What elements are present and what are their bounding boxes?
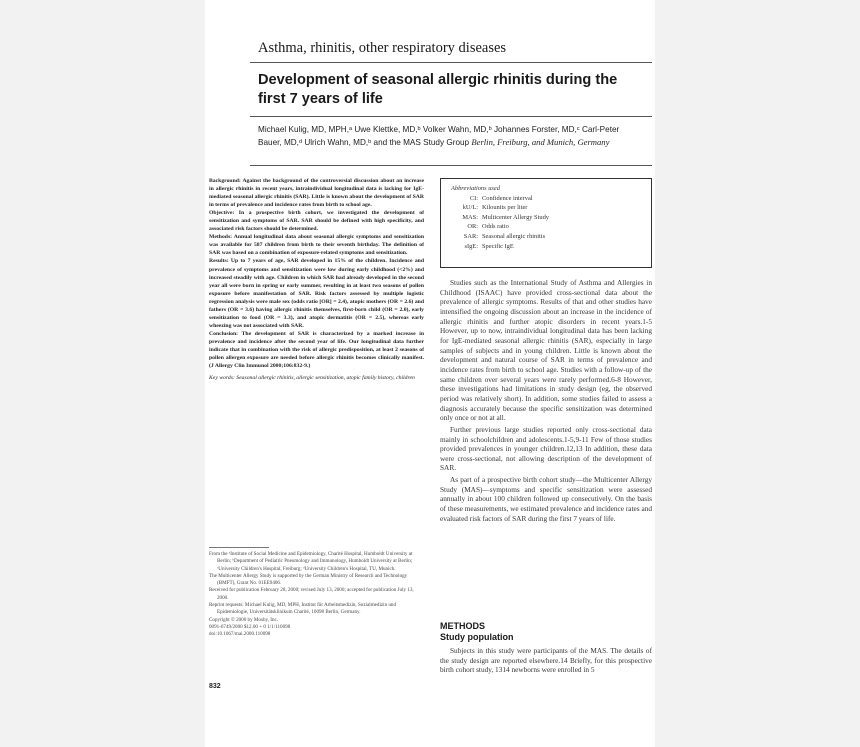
authors-rule	[250, 165, 652, 166]
title-rule	[250, 116, 652, 117]
abbreviation-row: OR: Odds ratio	[467, 223, 509, 231]
abbreviation-row: MAS: Multicenter Allergy Study	[462, 213, 549, 221]
methods-subheading: Study population	[440, 632, 514, 642]
footnote: The Multicenter Allergy Study is supported by the German Ministry of Research and Technology (BMFT), Grant No. 01EE9406.	[209, 572, 408, 587]
body-text	[440, 278, 652, 525]
authors-names: Michael Kulig, MD, MPH,ᵃ Uwe Klettke, MD,ᵇ Volker Wahn, MD,ᵇ Johannes Forster, MD,ᶜ Carl-Peter Bauer, MD,ᵈ Ulrich Wahn, MD,ᵇ and the MAS Study Group	[258, 125, 620, 147]
article-title: Development of seasonal allergic rhinitis during the first 7 years of life	[258, 72, 618, 107]
abbreviation-row: SAR: Seasonal allergic rhinitis	[463, 232, 546, 240]
methods-heading: METHODS	[440, 621, 485, 631]
author-list	[258, 123, 643, 149]
methods-paragraph: Subjects in this study were participants of the MAS. The details of the study design are reported elsewhere.14 Briefly, for this prospective birth cohort study, 1314 newborns were enrolled in 5	[440, 646, 652, 675]
methods-text	[440, 646, 652, 675]
footnote: doi:10.1067/mai.2000.110098	[209, 631, 271, 638]
footnotes	[209, 551, 424, 639]
footnote: Reprint requests: Michael Kulig, MD, MPH, Institut für Arbeitsmedizin, Sozialmedizin und Epidemiologie, Universitätsklinikum Charité, 10098 Berlin, Germany.	[209, 602, 397, 616]
footnote: 0091-6749/2000 $12.00 + 0 1/1/110098	[209, 623, 291, 630]
abstract-methods: Methods: Annual longitudinal data about seasonal allergic symptoms and sensitization was available for 587 children from birth to their seventh birthday. The definition of SAR was based on a combination of exposure-related symptoms and sensitization.	[209, 234, 424, 257]
abstract-results: Results: Up to 7 years of age, SAR developed in 15% of the children. Incidence and prevalence of symptoms and sensitization were low during early childhood (<2%) and increased steadily with age. Children in which SAR had already developed in the second year all were born in spring or early summer, resulting in at least two seasons of pollen exposure before manifestation of SAR. Risk factors assessed by multiple logistic regression analysis were male sex (odds ratio [OR] = 2.4), atopic mothers (OR = 2.6) and fathers (OR = 3.6) having allergic rhinitis themselves, first-born child (OR = 2.0), early sensitization to food (OR = 3.3), and atopic dermatitis (OR = 2.5), whereas early wheezing was not associated with SAR.	[209, 258, 424, 329]
section-heading: Asthma, rhinitis, other respiratory diseases	[258, 40, 507, 56]
body-paragraph: Further previous large studies reported only cross-sectional data mainly in schoolchildren and adolescents.1-5,9-11 Few of those studies provided prevalences in younger children.12,13 In addition, these data were cross-sectional, not allowing description of the development of SAR.	[440, 424, 652, 473]
abbreviation-row: CI: Confidence interval	[469, 194, 533, 202]
page-number: 832	[209, 683, 221, 690]
header-rule	[250, 62, 652, 63]
author-location: Berlin, Freiburg, and Munich, Germany	[471, 137, 610, 147]
footnote: Copyright © 2000 by Mosby, Inc.	[209, 616, 279, 623]
body-paragraph: Studies such as the International Study of Asthma and Allergies in Childhood (ISAAC) have provided cross-sectional data about the prevalence of allergic symptoms. Results of that and other studies have intensified the ongoing discussion about an increase in the incidence of allergic rhinitis and further atopic disorders in recent years.1-5 However, up to now, intraindividual longitudinal data has been lacking for IgE-mediated seasonal allergic rhinitis (SAR), especially in large samples of subjects and in young children. Little is known about the development and natural course of SAR in terms of prevalence and incidence rates from birth to school age. Studies with a follow-up of the same children over several years were rarely performed.6-8 However, these investigations had limitations in study design (eg, the observed period was relatively short). In addition, some studies failed to assess a diagnosis accurately because the specific sensitization was determined only once or not at all.	[440, 278, 652, 423]
keywords: Key words: Seasonal allergic rhinitis, allergic sensitization, atopic family history, children	[209, 375, 415, 382]
abstract	[209, 177, 424, 382]
abbreviation-row: sIgE: Specific IgE	[464, 242, 514, 250]
body-paragraph: As part of a prospective birth cohort study—the Multicenter Allergy Study (MAS)—symptoms and specific sensitization were assessed annually in about 100 children followed up consecutively. On the basis of these measurements, we estimated prevalence and incidence rates and evaluated risk factors of SAR during the first 7 years of life.	[440, 475, 652, 523]
abbreviation-row: kU/L: Kilounits per liter	[462, 204, 528, 212]
methods-heading-block	[440, 621, 514, 643]
footnote: From the ᵃInstitute of Social Medicine and Epidemiology, Charité Hospital, Humboldt University at Berlin; ᵇDepartment of Pediatric Pneumology and Immunology, Humboldt University at Berlin; ᶜUniversity Children's Hospital, Freiburg; ᵈUniversity Children's Hospital, TU, Munich.	[209, 551, 413, 572]
abbreviations-heading: Abbreviations used	[451, 185, 500, 192]
footnote: Received for publication February 28, 2000; revised July 13, 2000; accepted for publication July 13, 2000.	[209, 587, 414, 601]
footnote-rule	[209, 547, 269, 548]
abstract-objective: Objective: In a prospective birth cohort, we investigated the development of sensitization and symptoms of SAR. SAR should be defined with high specificity, and associated risk factors should be determined.	[209, 210, 424, 233]
abbreviations-box	[440, 178, 652, 268]
abstract-background: Background: Against the background of the controversial discussion about an increase in allergic rhinitis in recent years, intraindividual longitudinal data is lacking for IgE-mediated seasonal allergic rhinitis (SAR). Little is known about the development of SAR in terms of prevalence and incidence rates from birth to school age.	[209, 178, 424, 209]
abstract-conclusion: Conclusion: The development of SAR is characterized by a marked increase in prevalence and incidence after the second year of life. Our longitudinal data further indicate that in combination with the risk of allergic predisposition, at least 2 seasons of pollen allergen exposure are needed before allergic rhinitis becomes clinically manifest. (J Allergy Clin Immunol 2000;106:832-9.)	[209, 330, 424, 370]
